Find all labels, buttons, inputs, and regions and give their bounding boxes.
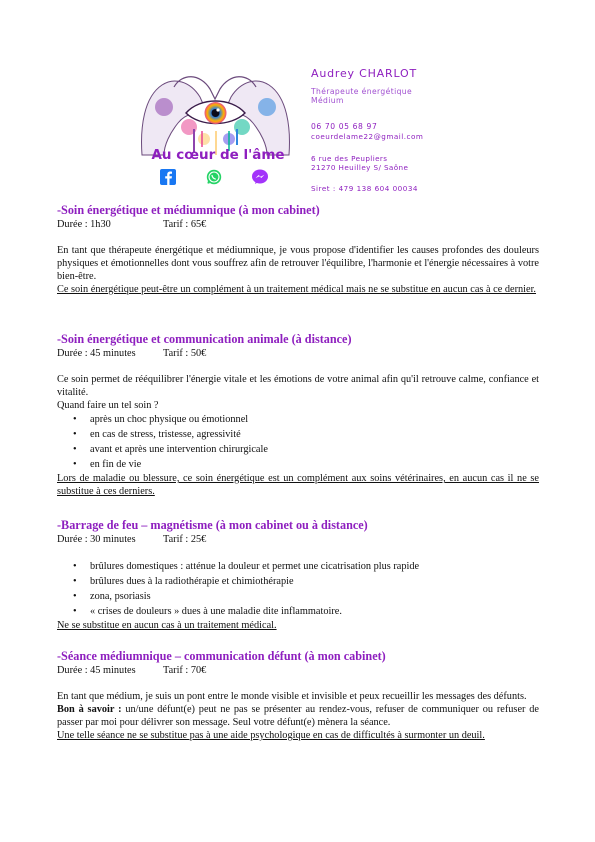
section-note: Ce soin énergétique peut-être un complément à un traitement médical mais ne se substitue en aucun cas à ce dernier. — [57, 284, 537, 295]
section-meta — [57, 218, 539, 231]
contact-role-medium: Médium — [311, 96, 344, 105]
section-title: -Soin énergétique et médiumnique (à mon cabinet) — [57, 203, 320, 217]
duration: Durée : 1h30 — [57, 219, 111, 230]
whatsapp-icon[interactable] — [203, 169, 225, 185]
duration: Durée : 30 minutes — [57, 534, 136, 545]
bold-lead: Bon à savoir : — [57, 704, 122, 715]
section-meta — [57, 664, 539, 677]
section-note: Lors de maladie ou blessure, ce soin énergétique est un complément aux soins vétérinaires, en aucun cas il ne se substitue à ces derniers. — [57, 473, 539, 497]
contact-email[interactable]: coeurdelame22@gmail.com — [311, 132, 424, 141]
contact-block — [311, 67, 491, 193]
price: Tarif : 25€ — [163, 534, 207, 545]
section-paragraph-2 — [57, 703, 539, 729]
price: Tarif : 65€ — [163, 219, 207, 230]
contact-address: 6 rue des Peupliers — [311, 154, 388, 163]
list-item: • zona, psoriasis — [57, 589, 539, 604]
section-note: Une telle séance ne se substitue pas à une aide psychologique en cas de difficultés à surmonter un deuil. — [57, 730, 485, 741]
list-item: • avant et après une intervention chirurgicale — [57, 442, 539, 457]
bullet-list — [57, 559, 539, 619]
brand-name: Au cœur de l'âme — [151, 147, 285, 163]
contact-role: Thérapeute énergétique — [311, 87, 413, 96]
contact-siret: Siret : 479 138 604 00034 — [311, 184, 418, 193]
list-item: • en cas de stress, tristesse, agressivité — [57, 427, 539, 442]
price: Tarif : 70€ — [163, 665, 207, 676]
price: Tarif : 50€ — [163, 348, 207, 359]
section-meta — [57, 347, 539, 360]
list-item: • « crises de douleurs » dues à une maladie dite inflammatoire. — [57, 604, 539, 619]
section-seance-mediumnique — [57, 649, 539, 742]
section-soin-energetique — [57, 203, 539, 296]
contact-name: Audrey CHARLOT — [311, 67, 417, 80]
logo-heart-hands-eye-icon — [134, 67, 297, 157]
facebook-icon[interactable] — [157, 169, 179, 185]
messenger-icon[interactable] — [249, 169, 271, 185]
section-question: Quand faire un tel soin ? — [57, 400, 159, 411]
section-title: -Séance médiumnique – communication défunt (à mon cabinet) — [57, 649, 386, 663]
social-links — [157, 169, 277, 187]
list-item: • après un choc physique ou émotionnel — [57, 412, 539, 427]
list-item: • brûlures domestiques : atténue la douleur et permet une cicatrisation plus rapide — [57, 559, 539, 574]
list-item: • en fin de vie — [57, 457, 539, 472]
section-meta — [57, 533, 539, 546]
section-paragraph: En tant que médium, je suis un pont entre le monde visible et invisible et peux recueillir les messages des défunts. — [57, 691, 527, 702]
section-communication-animale — [57, 332, 539, 498]
section-paragraph: En tant que thérapeute énergétique et médiumnique, je vous propose d'identifier les causes profondes des douleurs physiques et émotionnelles dont vous souffrez afin de retrouver l'équilibre, l'harmonie et l'énergie nécessaires à votre bien-être. — [57, 245, 539, 282]
section-title: -Barrage de feu – magnétisme (à mon cabinet ou à distance) — [57, 518, 368, 532]
section-title: -Soin énergétique et communication animale (à distance) — [57, 332, 352, 346]
bullet-list — [57, 412, 539, 472]
contact-city: 21270 Heuilley S/ Saône — [311, 162, 409, 172]
section-paragraph: Ce soin permet de rééquilibrer l'énergie vitale et les émotions de votre animal afin qu'il retrouve calme, confiance et vitalité. — [57, 374, 539, 398]
paragraph-text: un/une défunt(e) peut ne pas se présenter au rendez-vous, refuser de communiquer ou refuser de passer par moi pour délivrer son message. Seul votre défunt(e) mènera la séance. — [57, 704, 539, 728]
duration: Durée : 45 minutes — [57, 348, 136, 359]
contact-phone[interactable]: 06 70 05 68 97 — [311, 122, 378, 131]
duration: Durée : 45 minutes — [57, 665, 136, 676]
section-barrage-de-feu — [57, 518, 539, 632]
section-note: Ne se substitue en aucun cas à un traitement médical. — [57, 620, 277, 631]
list-item: • brûlures dues à la radiothérapie et chimiothérapie — [57, 574, 539, 589]
